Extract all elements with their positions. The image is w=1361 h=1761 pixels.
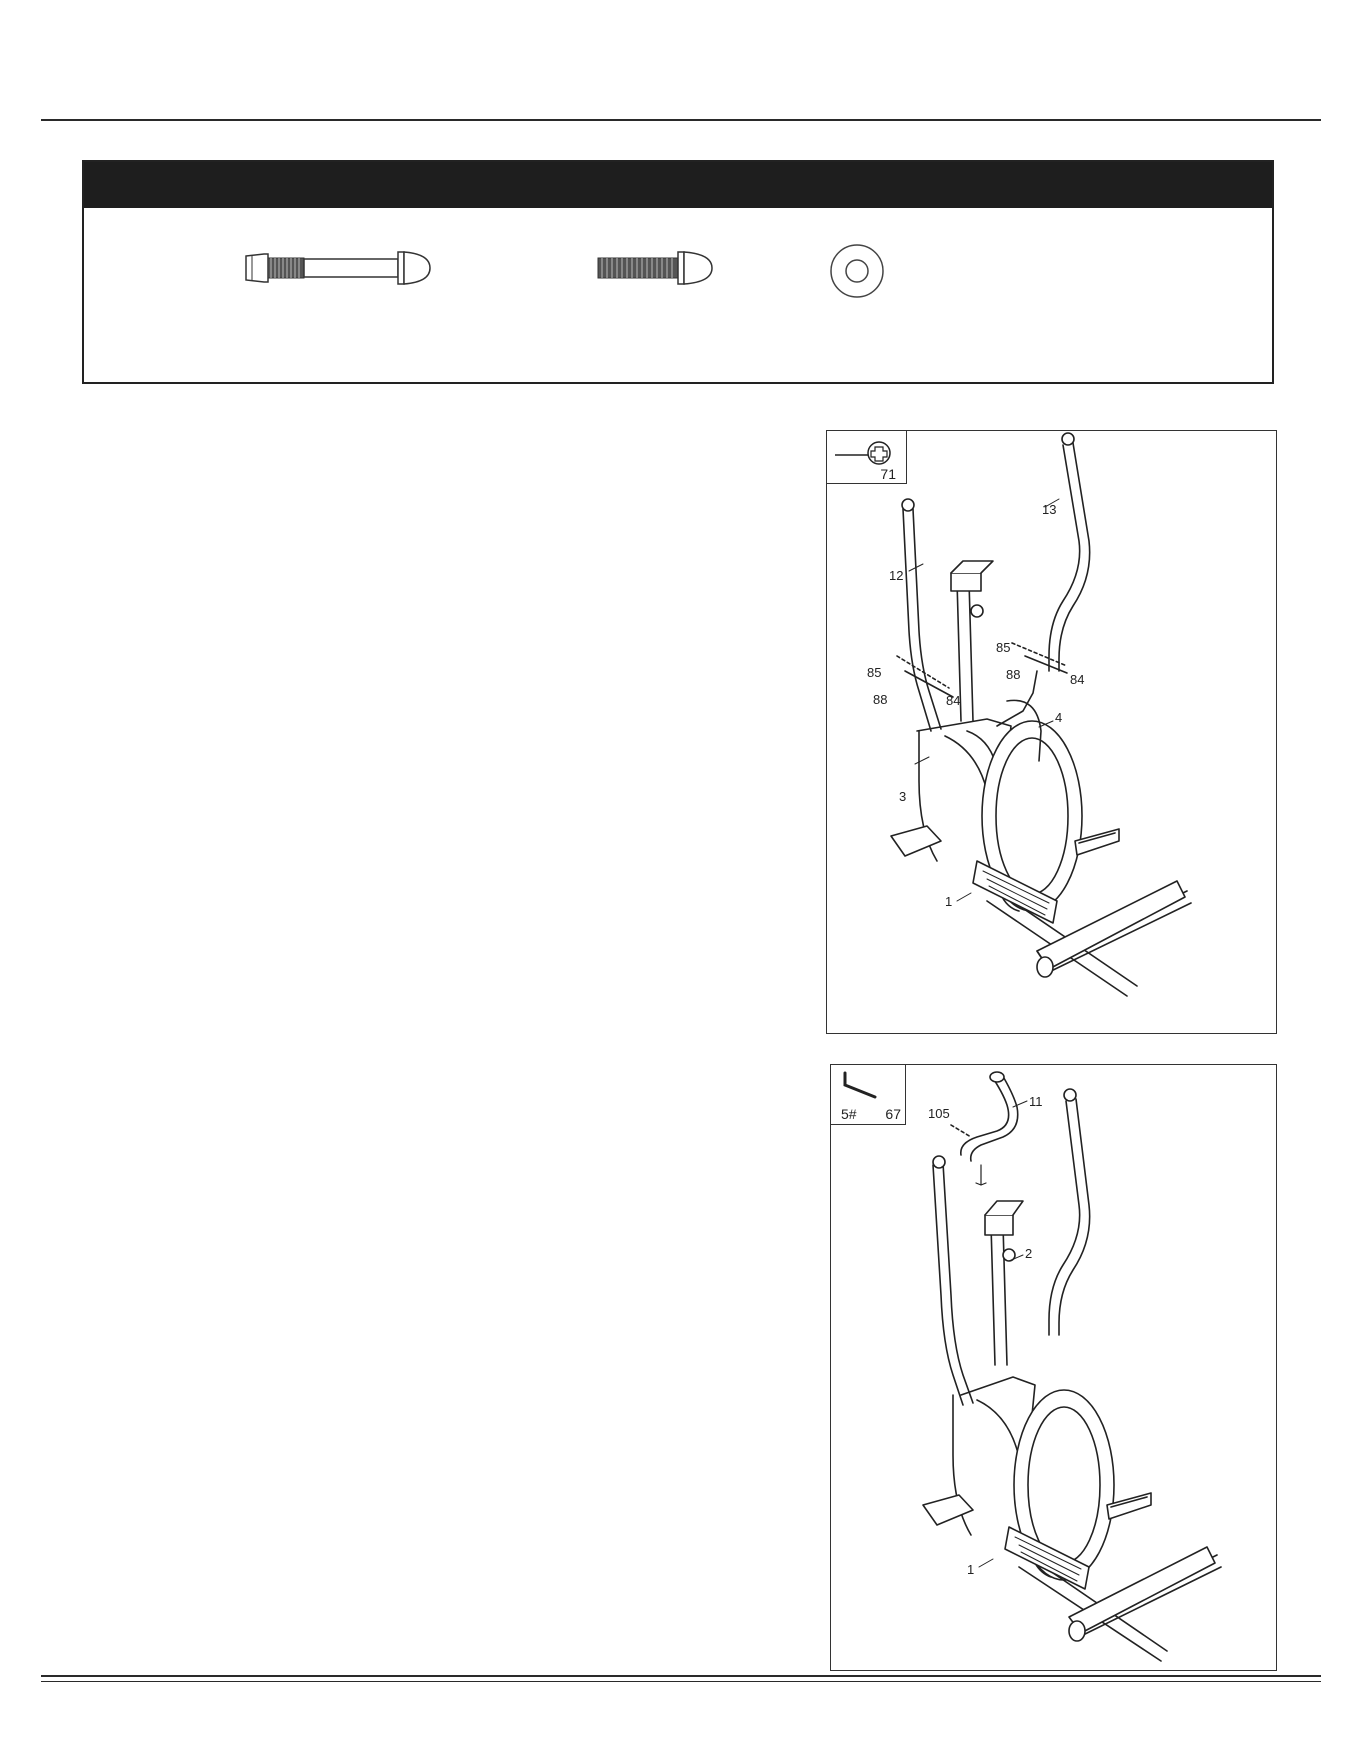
hardware-panel xyxy=(82,160,1274,384)
part-label-3: 3 xyxy=(899,789,907,804)
tool-size: 5# xyxy=(841,1106,857,1122)
hardware-header-bar xyxy=(84,162,1272,208)
part-label-84-left: 84 xyxy=(946,693,961,708)
part-label-105: 105 xyxy=(928,1106,950,1121)
part-label-11: 11 xyxy=(1029,1094,1043,1109)
tool-number: 67 xyxy=(885,1106,901,1122)
tool-number: 71 xyxy=(880,466,896,482)
tool-inset xyxy=(827,431,907,484)
assembly-diagram-console xyxy=(830,1064,1277,1671)
part-label-88-right: 88 xyxy=(1006,667,1021,682)
part-label-1: 1 xyxy=(967,1562,975,1577)
part-label-1: 1 xyxy=(945,894,953,909)
part-label-88-left: 88 xyxy=(873,692,888,707)
part-label-2: 2 xyxy=(1025,1246,1033,1261)
part-label-85-left: 85 xyxy=(867,665,882,680)
part-label-12: 12 xyxy=(889,568,904,583)
tool-inset xyxy=(831,1065,906,1125)
part-label-4: 4 xyxy=(1055,710,1063,725)
washer-icon xyxy=(828,242,886,300)
footer-rule-thin xyxy=(41,1681,1321,1682)
elliptical-drawing-step-a xyxy=(827,431,1278,1035)
header-rule xyxy=(41,119,1321,121)
allen-key-icon xyxy=(841,1071,881,1105)
part-label-85-right: 85 xyxy=(996,640,1011,655)
footer-rule xyxy=(41,1675,1321,1677)
part-label-84-right: 84 xyxy=(1070,672,1085,687)
long-bolt-with-nut-icon xyxy=(242,246,432,290)
elliptical-drawing-step-b xyxy=(831,1065,1278,1672)
short-bolt-icon xyxy=(592,246,716,290)
wrench-icon xyxy=(831,433,891,469)
assembly-diagram-handlebars xyxy=(826,430,1277,1034)
part-label-13: 13 xyxy=(1042,502,1057,517)
